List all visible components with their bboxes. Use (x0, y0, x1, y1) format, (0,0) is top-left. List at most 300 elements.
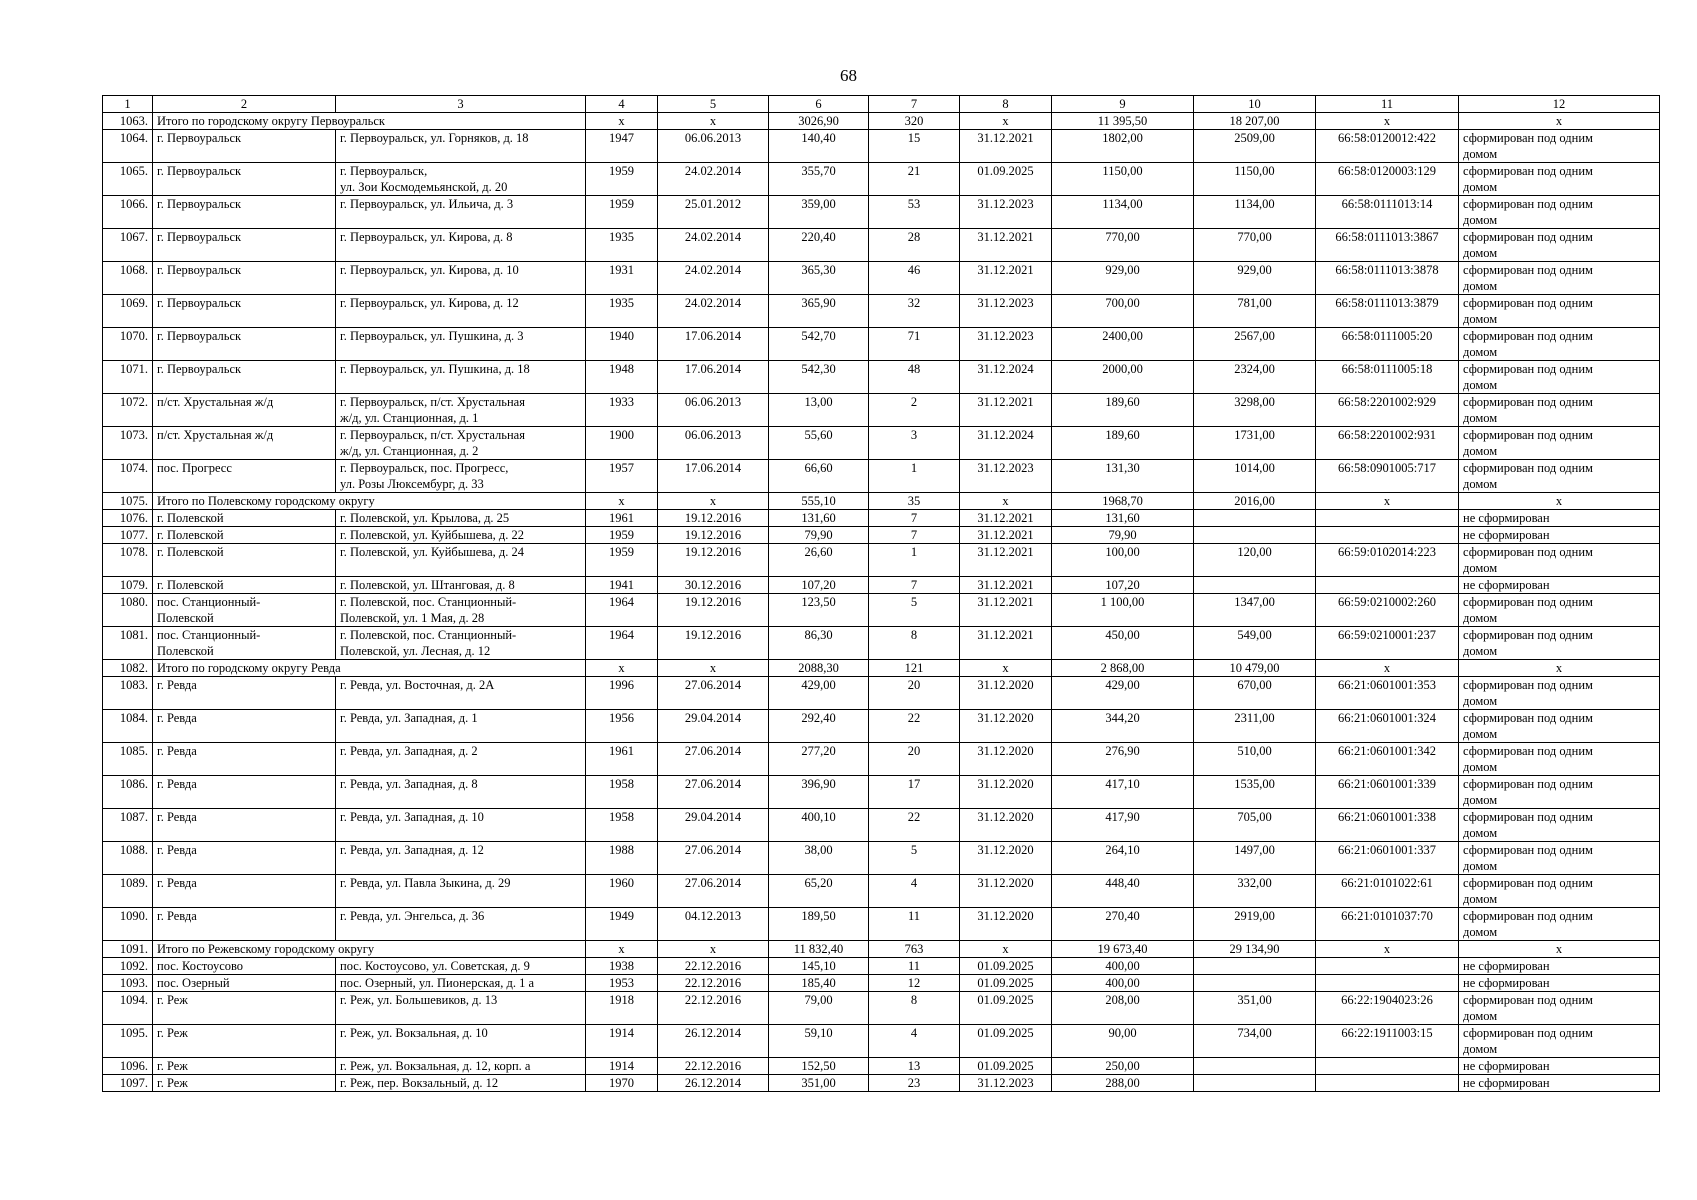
status-cell: сформирован под одним домом (1459, 677, 1660, 710)
area-cell: 351,00 (769, 1075, 869, 1092)
date-cell: 19.12.2016 (658, 527, 769, 544)
total-cell: х (960, 113, 1052, 130)
value-cell: 351,00 (1194, 992, 1316, 1025)
value-cell: 3298,00 (1194, 394, 1316, 427)
row-number: 1065. (103, 163, 153, 196)
total-cell: 320 (869, 113, 960, 130)
year-cell: 1935 (586, 229, 658, 262)
row-number: 1085. (103, 743, 153, 776)
row-number: 1091. (103, 941, 153, 958)
date-cell: 19.12.2016 (658, 594, 769, 627)
row-number: 1072. (103, 394, 153, 427)
settlement-cell: г. Ревда (153, 809, 336, 842)
cadastral-number-cell: 66:58:0111013:14 (1316, 196, 1459, 229)
table-row (103, 229, 1660, 262)
cadastral-number-cell: 66:21:0601001:337 (1316, 842, 1459, 875)
row-number: 1071. (103, 361, 153, 394)
value-cell: 1134,00 (1052, 196, 1194, 229)
area-cell: 38,00 (769, 842, 869, 875)
address-cell: г. Первоуральск, ул. Горняков, д. 18 (336, 130, 586, 163)
table-row (103, 958, 1660, 975)
value-cell: 344,20 (1052, 710, 1194, 743)
status-cell: сформирован под одним домом (1459, 361, 1660, 394)
people-cell: 71 (869, 328, 960, 361)
total-row (103, 660, 1660, 677)
date-cell: 22.12.2016 (658, 975, 769, 992)
year-cell: 1961 (586, 743, 658, 776)
value-cell: 770,00 (1052, 229, 1194, 262)
table-row (103, 163, 1660, 196)
row-number: 1079. (103, 577, 153, 594)
cadastral-number-cell: 66:21:0601001:342 (1316, 743, 1459, 776)
date-cell: 26.12.2014 (658, 1075, 769, 1092)
cadastral-number-cell: 66:58:0120003:129 (1316, 163, 1459, 196)
deadline-cell: 01.09.2025 (960, 163, 1052, 196)
value-cell: 1535,00 (1194, 776, 1316, 809)
date-cell: 27.06.2014 (658, 875, 769, 908)
area-cell: 542,70 (769, 328, 869, 361)
deadline-cell: 01.09.2025 (960, 975, 1052, 992)
total-cell: х (658, 113, 769, 130)
value-cell: 1731,00 (1194, 427, 1316, 460)
total-cell: 763 (869, 941, 960, 958)
table-row (103, 328, 1660, 361)
people-cell: 46 (869, 262, 960, 295)
table-row (103, 130, 1660, 163)
row-number: 1063. (103, 113, 153, 130)
year-cell: 1996 (586, 677, 658, 710)
cadastral-number-cell: 66:21:0101037:70 (1316, 908, 1459, 941)
date-cell: 24.02.2014 (658, 163, 769, 196)
cadastral-number-cell: 66:21:0601001:339 (1316, 776, 1459, 809)
total-row (103, 941, 1660, 958)
people-cell: 7 (869, 510, 960, 527)
date-cell: 27.06.2014 (658, 677, 769, 710)
status-cell: не сформирован (1459, 1075, 1660, 1092)
status-cell: сформирован под одним домом (1459, 328, 1660, 361)
column-number: 2 (153, 96, 336, 113)
total-label: Итого по городскому округу Ревда (153, 660, 586, 677)
date-cell: 27.06.2014 (658, 743, 769, 776)
settlement-cell: пос. Станционный- Полевской (153, 627, 336, 660)
value-cell: 2311,00 (1194, 710, 1316, 743)
settlement-cell: г. Ревда (153, 743, 336, 776)
date-cell: 24.02.2014 (658, 295, 769, 328)
deadline-cell: 31.12.2023 (960, 460, 1052, 493)
address-cell: пос. Озерный, ул. Пионерская, д. 1 а (336, 975, 586, 992)
address-cell: г. Ревда, ул. Энгельса, д. 36 (336, 908, 586, 941)
row-number: 1080. (103, 594, 153, 627)
value-cell: 250,00 (1052, 1058, 1194, 1075)
column-number: 9 (1052, 96, 1194, 113)
year-cell: 1958 (586, 809, 658, 842)
date-cell: 19.12.2016 (658, 627, 769, 660)
row-number: 1064. (103, 130, 153, 163)
address-cell: г. Первоуральск, ул. Пушкина, д. 3 (336, 328, 586, 361)
year-cell: 1964 (586, 594, 658, 627)
value-cell: 1150,00 (1194, 163, 1316, 196)
date-cell: 26.12.2014 (658, 1025, 769, 1058)
area-cell: 189,50 (769, 908, 869, 941)
address-cell: г. Полевской, ул. Куйбышева, д. 22 (336, 527, 586, 544)
row-number: 1075. (103, 493, 153, 510)
year-cell: 1931 (586, 262, 658, 295)
table-row (103, 427, 1660, 460)
area-cell: 26,60 (769, 544, 869, 577)
people-cell: 15 (869, 130, 960, 163)
people-cell: 17 (869, 776, 960, 809)
row-number: 1086. (103, 776, 153, 809)
table-row (103, 809, 1660, 842)
address-cell: г. Первоуральск, п/ст. Хрустальная ж/д, ул. Станционная, д. 2 (336, 427, 586, 460)
row-number: 1066. (103, 196, 153, 229)
table-row (103, 842, 1660, 875)
value-cell: 700,00 (1052, 295, 1194, 328)
cadastral-number-cell: 66:58:2201002:929 (1316, 394, 1459, 427)
settlement-cell: г. Полевской (153, 544, 336, 577)
value-cell (1194, 958, 1316, 975)
date-cell: 19.12.2016 (658, 544, 769, 577)
total-cell: 29 134,90 (1194, 941, 1316, 958)
value-cell: 2000,00 (1052, 361, 1194, 394)
people-cell: 8 (869, 992, 960, 1025)
status-cell: сформирован под одним домом (1459, 1025, 1660, 1058)
deadline-cell: 31.12.2021 (960, 527, 1052, 544)
deadline-cell: 31.12.2021 (960, 262, 1052, 295)
people-cell: 20 (869, 743, 960, 776)
total-cell: 35 (869, 493, 960, 510)
total-cell: 10 479,00 (1194, 660, 1316, 677)
settlement-cell: г. Первоуральск (153, 262, 336, 295)
total-cell: 2016,00 (1194, 493, 1316, 510)
status-cell: не сформирован (1459, 958, 1660, 975)
status-cell: не сформирован (1459, 975, 1660, 992)
area-cell: 359,00 (769, 196, 869, 229)
cadastral-number-cell: 66:22:1911003:15 (1316, 1025, 1459, 1058)
value-cell: 770,00 (1194, 229, 1316, 262)
total-label: Итого по городскому округу Первоуральск (153, 113, 586, 130)
date-cell: 22.12.2016 (658, 958, 769, 975)
value-cell (1194, 527, 1316, 544)
cadastral-number-cell: 66:58:0111005:20 (1316, 328, 1459, 361)
deadline-cell: 31.12.2020 (960, 710, 1052, 743)
table-row (103, 577, 1660, 594)
value-cell: 79,90 (1052, 527, 1194, 544)
area-cell: 355,70 (769, 163, 869, 196)
value-cell: 1134,00 (1194, 196, 1316, 229)
table-row (103, 394, 1660, 427)
total-cell: 19 673,40 (1052, 941, 1194, 958)
status-cell: сформирован под одним домом (1459, 627, 1660, 660)
total-cell: х (960, 941, 1052, 958)
cadastral-number-cell: 66:58:0120012:422 (1316, 130, 1459, 163)
date-cell: 27.06.2014 (658, 776, 769, 809)
settlement-cell: г. Реж (153, 1075, 336, 1092)
settlement-cell: г. Реж (153, 1025, 336, 1058)
area-cell: 365,90 (769, 295, 869, 328)
deadline-cell: 31.12.2021 (960, 594, 1052, 627)
address-cell: г. Ревда, ул. Западная, д. 8 (336, 776, 586, 809)
cadastral-number-cell (1316, 958, 1459, 975)
deadline-cell: 31.12.2020 (960, 875, 1052, 908)
people-cell: 7 (869, 577, 960, 594)
people-cell: 21 (869, 163, 960, 196)
column-number: 6 (769, 96, 869, 113)
deadline-cell: 31.12.2020 (960, 776, 1052, 809)
column-number: 4 (586, 96, 658, 113)
value-cell: 1497,00 (1194, 842, 1316, 875)
people-cell: 12 (869, 975, 960, 992)
date-cell: 24.02.2014 (658, 229, 769, 262)
deadline-cell: 31.12.2020 (960, 677, 1052, 710)
table-row (103, 1025, 1660, 1058)
status-cell: сформирован под одним домом (1459, 992, 1660, 1025)
column-number: 1 (103, 96, 153, 113)
date-cell: 17.06.2014 (658, 328, 769, 361)
cadastral-number-cell: 66:59:0210002:260 (1316, 594, 1459, 627)
deadline-cell: 31.12.2021 (960, 627, 1052, 660)
address-cell: г. Реж, ул. Вокзальная, д. 12, корп. а (336, 1058, 586, 1075)
value-cell: 2400,00 (1052, 328, 1194, 361)
table-row (103, 196, 1660, 229)
row-number: 1074. (103, 460, 153, 493)
settlement-cell: пос. Костоусово (153, 958, 336, 975)
table-row (103, 1058, 1660, 1075)
date-cell: 19.12.2016 (658, 510, 769, 527)
value-cell: 429,00 (1052, 677, 1194, 710)
people-cell: 4 (869, 875, 960, 908)
table-row (103, 677, 1660, 710)
year-cell: 1918 (586, 992, 658, 1025)
table-row (103, 460, 1660, 493)
value-cell: 400,00 (1052, 975, 1194, 992)
value-cell: 270,40 (1052, 908, 1194, 941)
area-cell: 145,10 (769, 958, 869, 975)
value-cell: 448,40 (1052, 875, 1194, 908)
value-cell: 510,00 (1194, 743, 1316, 776)
value-cell: 2567,00 (1194, 328, 1316, 361)
cadastral-number-cell: 66:21:0601001:324 (1316, 710, 1459, 743)
table-row (103, 776, 1660, 809)
settlement-cell: п/ст. Хрустальная ж/д (153, 394, 336, 427)
people-cell: 1 (869, 460, 960, 493)
settlement-cell: п/ст. Хрустальная ж/д (153, 427, 336, 460)
area-cell: 66,60 (769, 460, 869, 493)
table-row (103, 1075, 1660, 1092)
area-cell: 65,20 (769, 875, 869, 908)
date-cell: 29.04.2014 (658, 809, 769, 842)
status-cell: сформирован под одним домом (1459, 295, 1660, 328)
column-number-row (103, 96, 1660, 113)
total-row (103, 493, 1660, 510)
address-cell: г. Полевской, ул. Куйбышева, д. 24 (336, 544, 586, 577)
row-number: 1081. (103, 627, 153, 660)
table-row (103, 875, 1660, 908)
value-cell: 264,10 (1052, 842, 1194, 875)
value-cell: 332,00 (1194, 875, 1316, 908)
total-cell: 11 832,40 (769, 941, 869, 958)
total-cell: х (586, 113, 658, 130)
table-row (103, 710, 1660, 743)
value-cell (1194, 577, 1316, 594)
people-cell: 32 (869, 295, 960, 328)
year-cell: 1964 (586, 627, 658, 660)
area-cell: 152,50 (769, 1058, 869, 1075)
area-cell: 292,40 (769, 710, 869, 743)
value-cell: 417,10 (1052, 776, 1194, 809)
settlement-cell: пос. Прогресс (153, 460, 336, 493)
value-cell: 549,00 (1194, 627, 1316, 660)
year-cell: 1935 (586, 295, 658, 328)
table-row (103, 295, 1660, 328)
area-cell: 13,00 (769, 394, 869, 427)
date-cell: 17.06.2014 (658, 460, 769, 493)
deadline-cell: 31.12.2023 (960, 196, 1052, 229)
date-cell: 17.06.2014 (658, 361, 769, 394)
total-cell: 11 395,50 (1052, 113, 1194, 130)
value-cell: 1347,00 (1194, 594, 1316, 627)
total-cell: х (960, 493, 1052, 510)
settlement-cell: г. Ревда (153, 677, 336, 710)
value-cell: 189,60 (1052, 427, 1194, 460)
value-cell: 189,60 (1052, 394, 1194, 427)
settlement-cell: г. Ревда (153, 908, 336, 941)
total-cell: 3026,90 (769, 113, 869, 130)
value-cell (1194, 510, 1316, 527)
row-number: 1093. (103, 975, 153, 992)
total-cell: 1968,70 (1052, 493, 1194, 510)
address-cell: г. Ревда, ул. Западная, д. 10 (336, 809, 586, 842)
cadastral-number-cell: 66:58:0111013:3878 (1316, 262, 1459, 295)
deadline-cell: 01.09.2025 (960, 992, 1052, 1025)
address-cell: г. Реж, пер. Вокзальный, д. 12 (336, 1075, 586, 1092)
value-cell: 100,00 (1052, 544, 1194, 577)
row-number: 1070. (103, 328, 153, 361)
status-cell: не сформирован (1459, 1058, 1660, 1075)
date-cell: 29.04.2014 (658, 710, 769, 743)
deadline-cell: 31.12.2020 (960, 809, 1052, 842)
deadline-cell: 31.12.2024 (960, 361, 1052, 394)
address-cell: г. Полевской, ул. Крылова, д. 25 (336, 510, 586, 527)
settlement-cell: г. Первоуральск (153, 328, 336, 361)
value-cell: 1150,00 (1052, 163, 1194, 196)
people-cell: 48 (869, 361, 960, 394)
date-cell: 06.06.2013 (658, 427, 769, 460)
settlement-cell: г. Первоуральск (153, 130, 336, 163)
value-cell: 450,00 (1052, 627, 1194, 660)
people-cell: 2 (869, 394, 960, 427)
deadline-cell: 31.12.2020 (960, 842, 1052, 875)
value-cell: 2324,00 (1194, 361, 1316, 394)
cadastral-number-cell: 66:58:2201002:931 (1316, 427, 1459, 460)
value-cell: 929,00 (1052, 262, 1194, 295)
area-cell: 140,40 (769, 130, 869, 163)
address-cell: г. Первоуральск, пос. Прогресс, ул. Розы Люксембург, д. 33 (336, 460, 586, 493)
address-cell: пос. Костоусово, ул. Советская, д. 9 (336, 958, 586, 975)
area-cell: 86,30 (769, 627, 869, 660)
cadastral-number-cell (1316, 510, 1459, 527)
value-cell: 734,00 (1194, 1025, 1316, 1058)
area-cell: 396,90 (769, 776, 869, 809)
year-cell: 1947 (586, 130, 658, 163)
status-cell: сформирован под одним домом (1459, 710, 1660, 743)
year-cell: 1940 (586, 328, 658, 361)
area-cell: 79,90 (769, 527, 869, 544)
row-number: 1088. (103, 842, 153, 875)
deadline-cell: 31.12.2021 (960, 510, 1052, 527)
people-cell: 11 (869, 908, 960, 941)
year-cell: 1900 (586, 427, 658, 460)
settlement-cell: г. Ревда (153, 842, 336, 875)
year-cell: 1959 (586, 196, 658, 229)
year-cell: 1958 (586, 776, 658, 809)
table-row (103, 527, 1660, 544)
status-cell: сформирован под одним домом (1459, 809, 1660, 842)
table-row (103, 908, 1660, 941)
area-cell: 365,30 (769, 262, 869, 295)
date-cell: 22.12.2016 (658, 1058, 769, 1075)
area-cell: 400,10 (769, 809, 869, 842)
status-cell: сформирован под одним домом (1459, 743, 1660, 776)
total-cell: х (658, 660, 769, 677)
people-cell: 20 (869, 677, 960, 710)
cadastral-number-cell (1316, 527, 1459, 544)
address-cell: г. Первоуральск, ул. Ильича, д. 3 (336, 196, 586, 229)
deadline-cell: 31.12.2021 (960, 229, 1052, 262)
deadline-cell: 31.12.2021 (960, 394, 1052, 427)
value-cell: 131,30 (1052, 460, 1194, 493)
people-cell: 3 (869, 427, 960, 460)
year-cell: 1948 (586, 361, 658, 394)
table-row (103, 262, 1660, 295)
date-cell: 04.12.2013 (658, 908, 769, 941)
table-row (103, 594, 1660, 627)
people-cell: 5 (869, 842, 960, 875)
status-cell: сформирован под одним домом (1459, 875, 1660, 908)
settlement-cell: г. Ревда (153, 875, 336, 908)
cadastral-number-cell (1316, 975, 1459, 992)
deadline-cell: 01.09.2025 (960, 1025, 1052, 1058)
total-cell: х (586, 660, 658, 677)
status-cell: сформирован под одним домом (1459, 229, 1660, 262)
cadastral-number-cell: 66:58:0901005:717 (1316, 460, 1459, 493)
total-cell: х (1459, 660, 1660, 677)
column-number: 5 (658, 96, 769, 113)
column-number: 7 (869, 96, 960, 113)
settlement-cell: г. Первоуральск (153, 196, 336, 229)
total-cell: х (1459, 493, 1660, 510)
address-cell: г. Реж, ул. Вокзальная, д. 10 (336, 1025, 586, 1058)
people-cell: 5 (869, 594, 960, 627)
address-cell: г. Полевской, пос. Станционный- Полевской, ул. Лесная, д. 12 (336, 627, 586, 660)
cadastral-number-cell: 66:58:0111013:3867 (1316, 229, 1459, 262)
status-cell: сформирован под одним домом (1459, 130, 1660, 163)
year-cell: 1933 (586, 394, 658, 427)
cadastral-number-cell: 66:59:0210001:237 (1316, 627, 1459, 660)
address-cell: г. Полевской, ул. Штанговая, д. 8 (336, 577, 586, 594)
total-cell: х (658, 493, 769, 510)
settlement-cell: г. Ревда (153, 776, 336, 809)
area-cell: 220,40 (769, 229, 869, 262)
total-label: Итого по Режевскому городскому округу (153, 941, 586, 958)
value-cell: 2509,00 (1194, 130, 1316, 163)
column-number: 10 (1194, 96, 1316, 113)
total-cell: х (1316, 113, 1459, 130)
area-cell: 59,10 (769, 1025, 869, 1058)
column-number: 12 (1459, 96, 1660, 113)
address-cell: г. Ревда, ул. Западная, д. 12 (336, 842, 586, 875)
total-cell: 2088,30 (769, 660, 869, 677)
